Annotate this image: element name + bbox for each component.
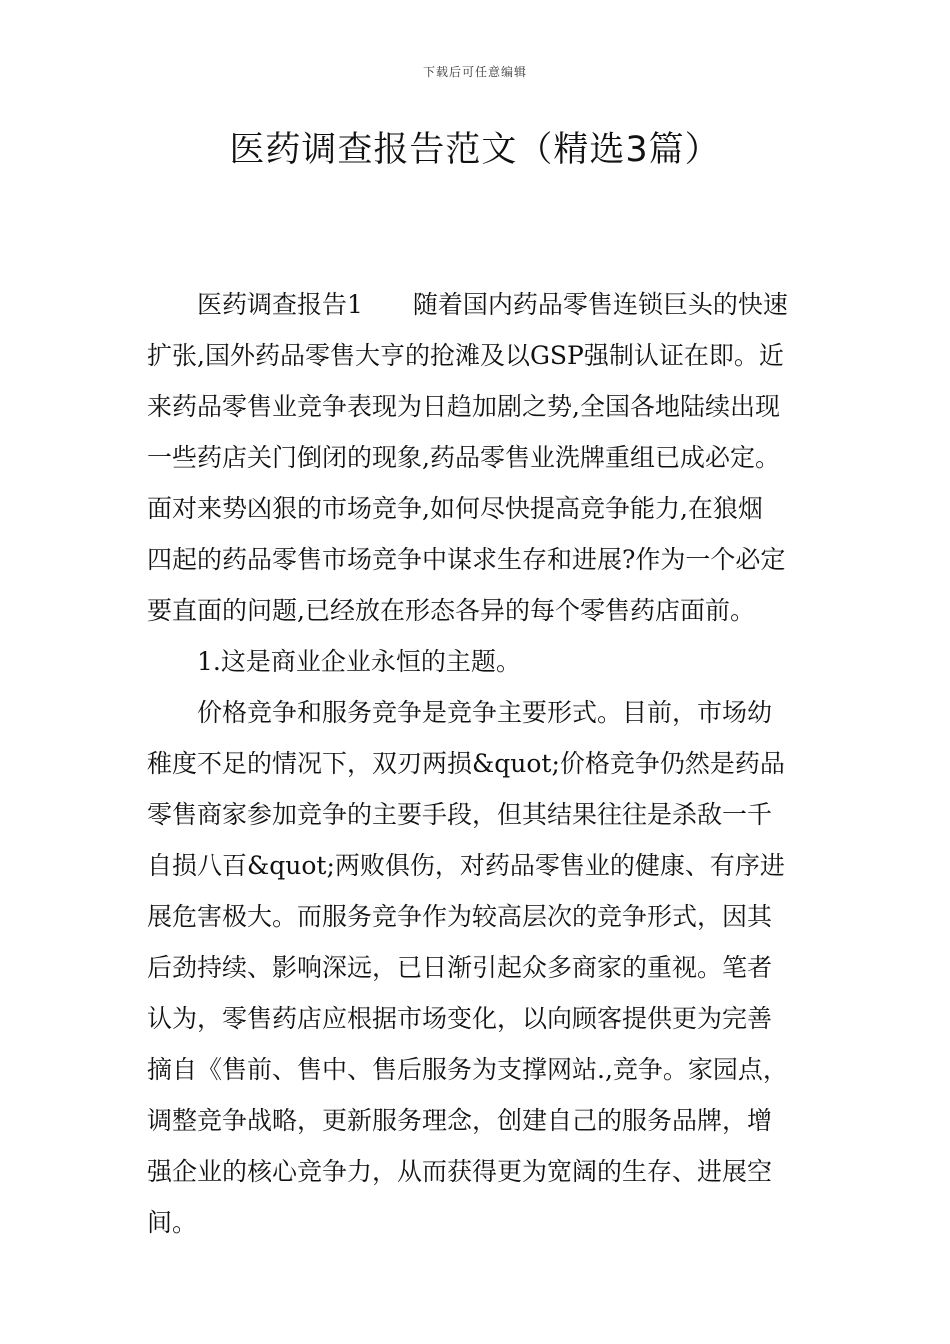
section-label: 医药调查报告1 bbox=[197, 290, 363, 319]
paragraph-line: 来药品零售业竞争表现为日趋加剧之势,全国各地陆续出现 bbox=[147, 392, 780, 421]
paragraph-line: 调整竞争战略，更新服务理念，创建自己的服务品牌，增 bbox=[147, 1106, 773, 1135]
paragraph-text: 随着国内药品零售连锁巨头的快速 bbox=[412, 290, 788, 319]
header-note: 下载后可任意编辑 bbox=[422, 65, 527, 79]
paragraph-line: 一些药店关门倒闭的现象,药品零售业洗牌重组已成必定。 bbox=[147, 443, 780, 472]
numbered-heading: 1.这是商业企业永恒的主题。 bbox=[197, 647, 521, 676]
paragraph-line: 间。 bbox=[147, 1208, 198, 1237]
document-body bbox=[147, 279, 807, 1248]
paragraph-line: 扩张,国外药品零售大亨的抢滩及以GSP强制认证在即。近 bbox=[147, 341, 784, 370]
paragraph-line: 摘自《售前、售中、售后服务为支撑网站.,竞争。家园点， bbox=[147, 1055, 788, 1084]
paragraph-line bbox=[147, 279, 807, 330]
paragraph-line: 后劲持续、影响深远，已日渐引起众多商家的重视。笔者 bbox=[147, 953, 773, 982]
paragraph-line: 面对来势凶狠的市场竞争,如何尽快提高竞争能力,在狼烟 bbox=[147, 494, 763, 523]
paragraph-line: 四起的药品零售市场竞争中谋求生存和进展?作为一个必定 bbox=[147, 545, 786, 574]
document-title: 医药调查报告范文（精选3篇） bbox=[229, 130, 721, 170]
paragraph-line: 价格竞争和服务竞争是竞争主要形式。目前，市场幼 bbox=[197, 698, 773, 727]
paragraph-line: 稚度不足的情况下，双刃两损&quot;价格竞争仍然是药品 bbox=[147, 749, 785, 778]
paragraph-line: 要直面的问题,已经放在形态各异的每个零售药店面前。 bbox=[147, 596, 755, 625]
paragraph-line: 展危害极大。而服务竞争作为较高层次的竞争形式，因其 bbox=[147, 902, 773, 931]
paragraph-line: 认为，零售药店应根据市场变化，以向顾客提供更为完善 bbox=[147, 1004, 773, 1033]
paragraph-line: 强企业的核心竞争力，从而获得更为宽阔的生存、进展空 bbox=[147, 1157, 773, 1186]
paragraph-line: 自损八百&quot;两败俱伤，对药品零售业的健康、有序进 bbox=[147, 851, 785, 880]
paragraph-line: 零售商家参加竞争的主要手段，但其结果往往是杀敌一千 bbox=[147, 800, 773, 829]
